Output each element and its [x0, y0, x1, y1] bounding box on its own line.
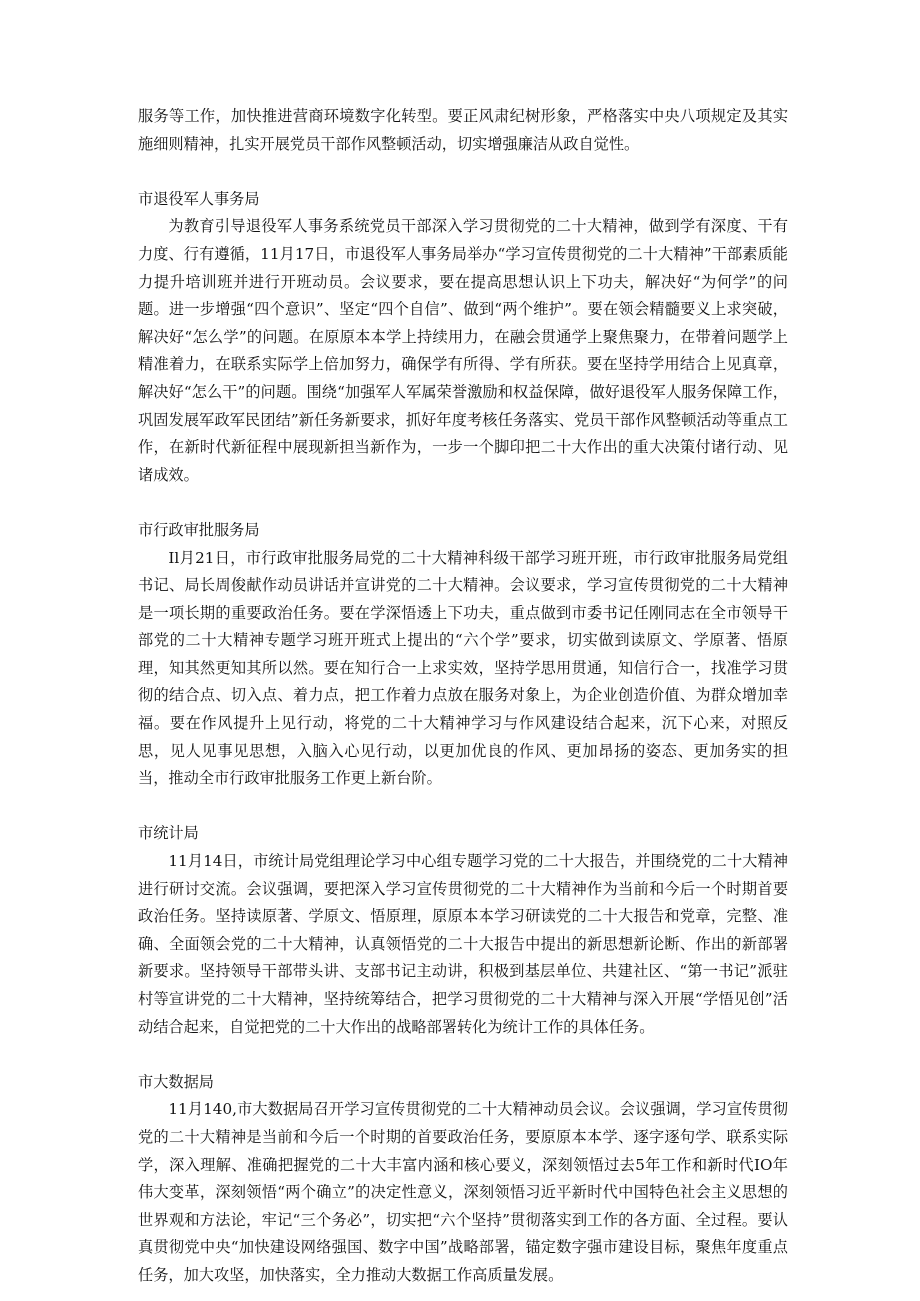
section-title: 市退役军人事务局 — [138, 189, 260, 208]
section-paragraph: Il月21日，市行政审批服务局党的二十大精神科级干部学习班开班，市行政审批服务局党组书记、局长周俊献作动员讲话并宣讲党的二十大精神。会议要求，学习宣传贯彻党的二十大精神是一项长期的重要政治任务。要在学深悟透上下功夫，重点做到市委书记任刚同志在全市领导干部党的二十大精神专题学习班开班式上提出的“六个学”要求，切实做到读原文、学原著、悟原理，知其然更知其所以然。要在知行合一上求实效，坚持学思用贯通，知信行合一，找准学习贯彻的结合点、切入点、着力点，把工作着力点放在服务对象上，为企业创造价值、为群众增加幸福。要在作风提升上见行动，将党的二十大精神学习与作风建设结合起来，沉下心来，对照反思，见人见事见思想，入脑入心见行动，以更加优良的作风、更加昂扬的姿态、更加务实的担当，推动全市行政审批服务工作更上新台阶。 — [138, 548, 788, 788]
section-paragraph: 11月14日，市统计局党组理论学习中心组专题学习党的二十大报告，并围绕党的二十大精神进行研讨交流。会议强调，要把深入学习宣传贯彻党的二十大精神作为当前和今后一个时期首要政治任务。坚持读原著、学原文、悟原理，原原本本学习研读党的二十大报告和党章，完整、准确、全面领会党的二十大精神，认真领悟党的二十大报告中提出的新思想新论断、作出的新部署新要求。坚持领导干部带头讲、支部书记主动讲，积极到基层单位、共建社区、“第一书记”派驻村等宣讲党的二十大精神，坚持统筹结合，把学习贯彻党的二十大精神与深入开展“学悟见创”活动结合起来，自觉把党的二十大作出的战略部署转化为统计工作的具体任务。 — [138, 852, 788, 1036]
section-administrative-approval — [138, 517, 788, 793]
section-title: 市行政审批服务局 — [138, 520, 260, 539]
section-veterans-affairs — [138, 186, 788, 490]
section-title: 市大数据局 — [138, 1072, 214, 1091]
section-paragraph: 为教育引导退役军人事务系统党员干部深入学习贯彻党的二十大精神，做到学有深度、干有力度、行有遵循，11月17日，市退役军人事务局举办“学习宣传贯彻党的二十大精神”干部素质能力提升培训班并进行开班动员。会议要求，要在提高思想认识上下功夫，解决好“为何学”的问题。进一步增强“四个意识”、坚定“四个自信”、做到“两个维护”。要在领会精髓要义上求突破，解决好“怎么学”的问题。在原原本本学上持续用力，在融会贯通学上聚焦聚力，在带着问题学上精准着力，在联系实际学上倍加努力，确保学有所得、学有所获。要在坚持学用结合上见真章，解决好“怎么干”的问题。围绕“加强军人军属荣誉激励和权益保障，做好退役军人服务保障工作，巩固发展军政军民团结”新任务新要求，抓好年度考核任务落实、党员干部作风整顿活动等重点工作，在新时代新征程中展现新担当新作为，一步一个脚印把二十大作出的重大决策付诸行动、见诸成效。 — [138, 217, 788, 484]
intro-paragraph: 服务等工作，加快推进营商环境数字化转型。要正风肃纪树形象，严格落实中央八项规定及其实施细则精神，扎实开展党员干部作风整顿活动，切实增强廉洁从政自觉性。 — [138, 107, 788, 153]
section-big-data-bureau — [138, 1069, 788, 1290]
section-title: 市统计局 — [138, 824, 199, 843]
section-statistics-bureau — [138, 820, 788, 1041]
document-body — [138, 103, 788, 1290]
section-paragraph: 11月140,市大数据局召开学习宣传贯彻党的二十大精神动员会议。会议强调，学习宣传贯彻党的二十大精神是当前和今后一个时期的首要政治任务，要原原本本学、逐字逐句学、联系实际学，深入理解、准确把握党的二十大丰富内涵和核心要义，深刻领悟过去5年工作和新时代IO年伟大变革，深刻领悟“两个确立”的决定性意义，深刻领悟习近平新时代中国特色社会主义思想的世界观和方法论，牢记“三个务必”，切实把“六个坚持”贯彻落实到工作的各方面、全过程。要认真贯彻党中央“加快建设网络强国、数字中国”战略部署，锚定数字强市建设目标，聚焦年度重点任务，加大攻坚，加快落实，全力推动大数据工作高质量发展。 — [138, 1100, 788, 1284]
